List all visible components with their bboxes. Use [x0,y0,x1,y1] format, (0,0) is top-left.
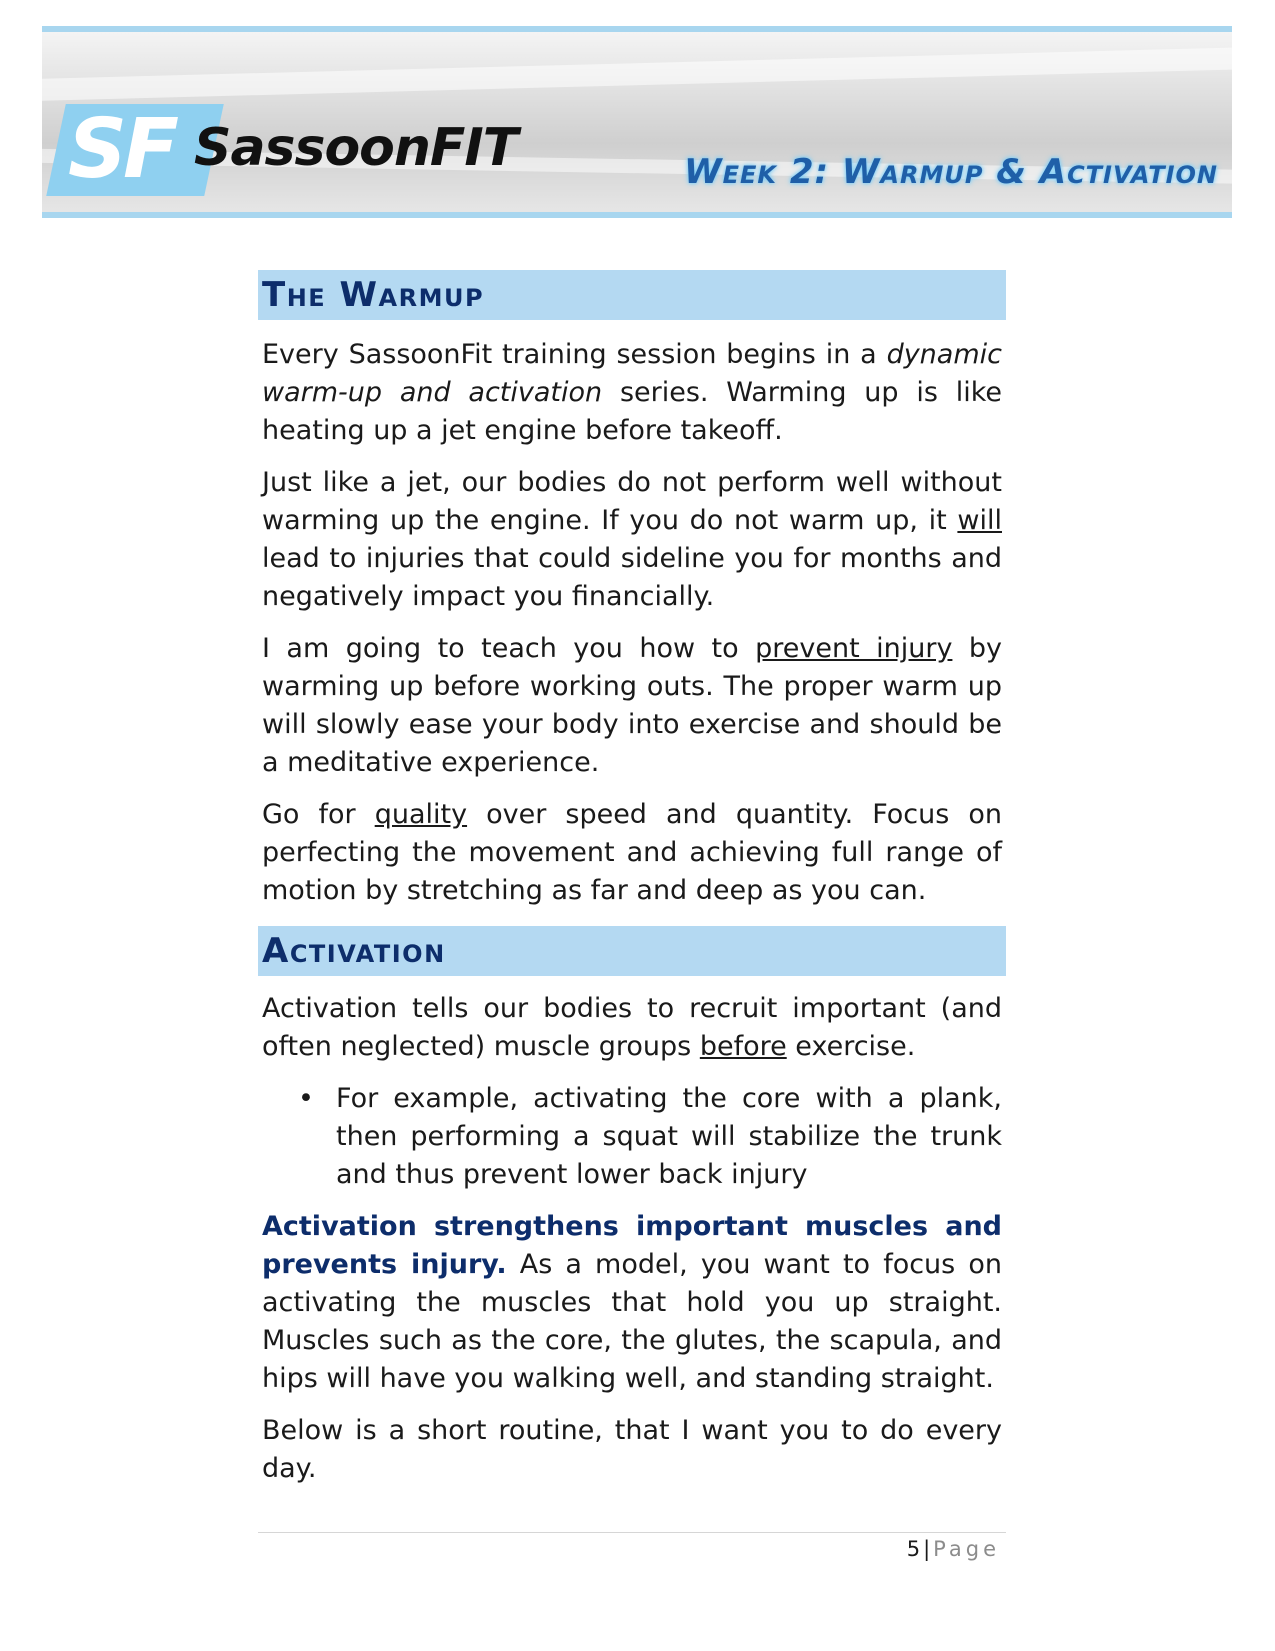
paragraph [258,336,1006,450]
text: series. Warming up is like heating up a jet engine before takeoff. [262,377,1002,446]
list-item: • For example, activating the core with a plank, then performing a squat will stabilize the trunk and thus prevent lower back injury [336,1080,1002,1194]
paragraph [258,1208,1006,1398]
header-banner [42,26,1232,218]
text: I am going to teach you how to [262,633,756,664]
banner-streak [42,44,1232,103]
text: As a model, you want to focus on activating the muscles that hold you up straight. Muscles such as the core, the glutes, the scapula, and hips will have you walking well, and standing straight. [262,1249,1002,1394]
page-content [258,270,1006,1488]
section-heading-warmup: The Warmup [258,270,1006,320]
logo-name: SassoonFIT [194,118,518,178]
page-label: Page [933,1537,1000,1561]
text: lead to injuries that could sideline you for months and negatively impact you financially. [262,543,1002,612]
logo-initials: SF [68,102,176,197]
underlined-text: will [957,505,1002,536]
page-footer [258,1534,1000,1564]
banner-title: Week 2: Warmup & Activation [684,152,1218,192]
underlined-text: quality [374,799,468,830]
text: Every SassoonFit training session begins in a [262,339,887,370]
text: over speed and quantity. Focus on perfecting the movement and achieving full range of motion by stretching as far and deep as you can. [262,799,1003,906]
footer-separator: | [923,1537,931,1561]
bullet-list [258,1080,1006,1194]
text: exercise. [786,1031,916,1062]
paragraph: Below is a short routine, that I want you to do every day. [262,1415,1002,1484]
paragraph [258,630,1006,782]
paragraph [258,796,1006,910]
bold-emphasis: Activation strengthens important muscles and prevents injury. [262,1211,1002,1280]
paragraph [258,464,1006,616]
underlined-text: prevent injury [755,633,953,664]
footer-divider [258,1532,1006,1533]
text: by warming up before working outs. The proper warm up will slowly ease your body into exercise and should be a meditative experience. [262,633,1002,778]
paragraph [258,990,1006,1066]
text: Activation tells our bodies to recruit important (and often neglected) muscle groups [262,993,1002,1062]
section-heading-activation: Activation [258,926,1006,976]
text: Go for [262,799,375,830]
page-number: 5 [906,1537,921,1561]
text: Just like a jet, our bodies do not perform well without warming up the engine. If you do not warm up, it [262,467,1002,536]
underlined-text: before [699,1031,787,1062]
italic-text: dynamic warm-up and activation [262,339,1002,408]
